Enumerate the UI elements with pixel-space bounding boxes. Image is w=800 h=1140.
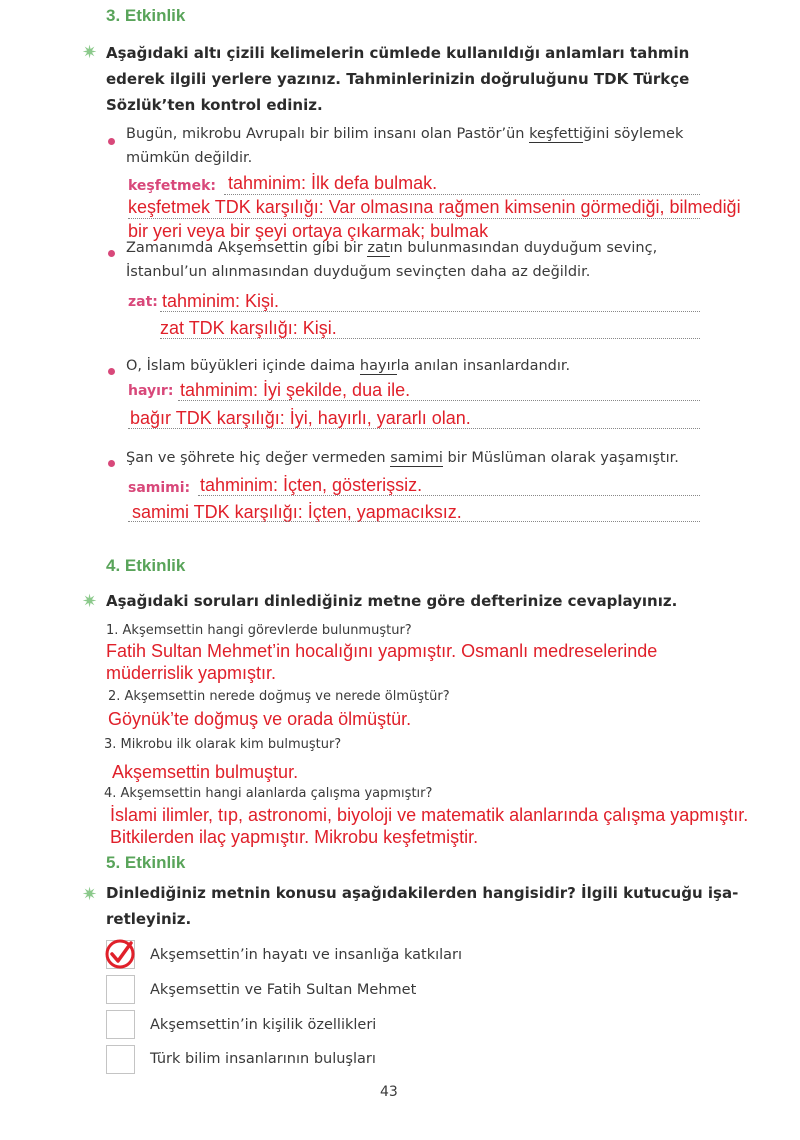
activity5-instruction: Dinlediğiniz metnin konusu aşağıdakilerden hangisidir? İlgili kutucuğu işa- retleyiniz. — [106, 884, 739, 928]
bullet-icon — [108, 368, 115, 375]
sentence-1: Bugün, mikrobu Avrupalı bir bilim insanı olan Pastör’ün keşfettiğini söylemek mümkün değildir. — [126, 126, 684, 166]
question-3: 3. Mikrobu ilk olarak kim bulmuştur? — [104, 737, 342, 752]
instruction-line: Sözlük’ten kontrol ediniz. — [106, 96, 323, 114]
answer-line — [198, 495, 700, 496]
guess-answer: tahminim: Kişi. — [162, 291, 280, 311]
bullet-icon — [108, 138, 115, 145]
page-number: 43 — [380, 1084, 398, 1100]
activity4-title: 4. Etkinlik — [106, 556, 186, 575]
instruction-line: ederek ilgili yerlere yazınız. Tahminlerinizin doğruluğunu TDK Türkçe — [106, 70, 690, 88]
answer-4: İslami ilimler, tıp, astronomi, biyoloji ve matematik alanlarında çalışma yapmıştır. Bitkilerden ilaç yapmıştır. Mikrobu keşfetmiştir. — [110, 805, 749, 847]
word-label: samimi: — [128, 480, 191, 496]
question-4: 4. Akşemsettin hangi alanlarda çalışma yapmıştır? — [104, 786, 433, 801]
option-checkbox[interactable] — [106, 940, 135, 969]
tdk-answer: zat TDK karşılığı: Kişi. — [160, 318, 337, 338]
sentence-3: O, İslam büyükleri içinde daima hayırla anılan insanlardandır. — [126, 358, 571, 374]
underlined-word: hayır — [359, 358, 397, 374]
answer-1: Fatih Sultan Mehmet’in hocalığını yapmıştır. Osmanlı medreselerinde müderrislik yapmıştır. — [106, 641, 658, 683]
option-label: Akşemsettin ve Fatih Sultan Mehmet — [150, 982, 417, 998]
bullet-icon — [108, 460, 115, 467]
tdk-answer: keşfetmek TDK karşılığı: Var olmasına rağmen kimsenin görmediği, bilmediği — [128, 197, 741, 217]
word-label: zat: — [128, 294, 158, 310]
sentence-4: Şan ve şöhrete hiç değer vermeden samimi bir Müslüman olarak yaşamıştır. — [126, 450, 679, 466]
answer-2: Göynük’te doğmuş ve orada ölmüştür. — [108, 709, 412, 729]
question-1: 1. Akşemsettin hangi görevlerde bulunmuştur? — [106, 623, 412, 638]
guess-answer: tahminim: İçten, gösterişsiz. — [200, 475, 423, 495]
option-label: Türk bilim insanlarının buluşları — [150, 1051, 376, 1067]
answer-line — [160, 311, 700, 312]
activity4-instruction: Aşağıdaki soruları dinlediğiniz metne göre defterinize cevaplayınız. — [106, 592, 678, 610]
tdk-answer: bağır TDK karşılığı: İyi, hayırlı, yararlı olan. — [130, 408, 471, 428]
guess-answer: tahminim: İlk defa bulmak. — [228, 173, 438, 193]
answer-3: Akşemsettin bulmuştur. — [112, 762, 299, 782]
option-label: Akşemsettin’in kişilik özellikleri — [150, 1017, 377, 1033]
activity3-instruction — [106, 40, 689, 118]
answer-line — [224, 194, 700, 195]
option-checkbox[interactable] — [106, 1045, 135, 1074]
option-checkbox[interactable] — [106, 975, 135, 1004]
instruction-line: Aşağıdaki altı çizili kelimelerin cümlede kullanıldığı anlamları tahmin — [106, 44, 690, 62]
bullet-icon — [108, 250, 115, 257]
answer-line — [160, 338, 700, 339]
option-label: Akşemsettin’in hayatı ve insanlığa katkıları — [150, 947, 463, 963]
answer-line — [128, 428, 700, 429]
star-icon: ✷ — [82, 884, 98, 905]
underlined-word: zat — [367, 240, 390, 256]
star-icon: ✷ — [82, 42, 98, 63]
guess-answer: tahminim: İyi şekilde, dua ile. — [180, 380, 411, 400]
activity5-title: 5. Etkinlik — [106, 853, 186, 872]
answer-line — [128, 521, 700, 522]
tdk-answer: bir yeri veya bir şeyi ortaya çıkarmak; bulmak — [128, 221, 489, 241]
tdk-answer: samimi TDK karşılığı: İçten, yapmacıksız. — [132, 502, 462, 522]
question-2: 2. Akşemsettin nerede doğmuş ve nerede ölmüştür? — [108, 689, 450, 704]
word-label: hayır: — [128, 383, 174, 399]
underlined-word: keşfetti — [529, 126, 583, 142]
option-checkbox[interactable] — [106, 1010, 135, 1039]
check-mark-icon — [103, 937, 137, 971]
sentence-2: Zamanımda Akşemsettin gibi bir zatın bulunmasından duyduğum sevinç, İstanbul’un alınmasından duyduğum sevinçten daha az değildir. — [126, 240, 658, 280]
activity3-title: 3. Etkinlik — [106, 6, 186, 25]
star-icon: ✷ — [82, 591, 98, 612]
answer-line — [178, 400, 700, 401]
word-label: keşfetmek: — [128, 178, 217, 194]
answer-line — [128, 218, 700, 219]
underlined-word: samimi — [390, 450, 443, 466]
